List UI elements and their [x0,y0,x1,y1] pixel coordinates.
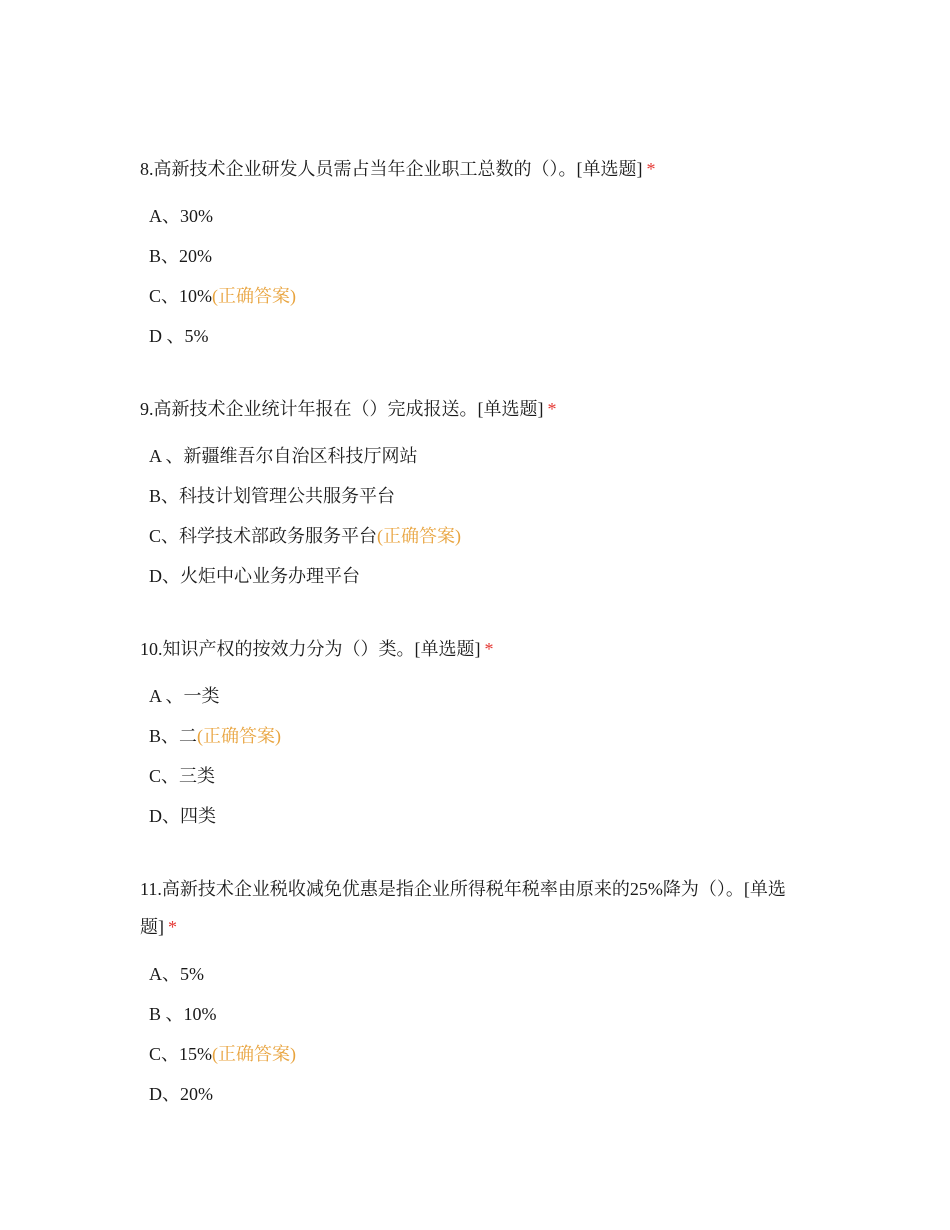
option-text: D、20% [149,1084,213,1104]
question-title [140,630,815,668]
question-title [140,870,815,946]
option-c [140,756,815,796]
option-b [140,476,815,516]
question-title-text: 10.知识产权的按效力分为（）类。[单选题] [140,639,481,659]
option-c [140,516,815,556]
option-c [140,1034,815,1074]
question-11 [140,870,815,1114]
option-text: A 、新疆维吾尔自治区科技厅网站 [149,446,418,466]
question-title-text: 8.高新技术企业研发人员需占当年企业职工总数的（）。[单选题] [140,159,643,179]
option-a [140,196,815,236]
option-text: B、20% [149,246,212,266]
option-text: C、10% [149,286,212,306]
question-title [140,150,815,188]
question-9 [140,390,815,596]
correct-answer-label: (正确答案) [377,526,462,546]
option-text: B、科技计划管理公共服务平台 [149,486,396,506]
option-b [140,994,815,1034]
option-d [140,556,815,596]
option-text: C、科学技术部政务服务平台 [149,526,378,546]
question-10 [140,630,815,836]
option-text: C、三类 [149,766,216,786]
question-8 [140,150,815,356]
option-text: B 、10% [149,1004,217,1024]
option-text: B、二 [149,726,198,746]
required-mark: * [547,399,557,419]
option-text: D 、5% [149,326,209,346]
option-a [140,954,815,994]
option-text: A 、一类 [149,686,220,706]
option-c [140,276,815,316]
option-text: A、30% [149,206,213,226]
option-text: D、火炬中心业务办理平台 [149,566,360,586]
option-text: C、15% [149,1044,212,1064]
option-text: A、5% [149,964,204,984]
question-title-text: 9.高新技术企业统计年报在（）完成报送。[单选题] [140,399,544,419]
question-title [140,390,815,428]
correct-answer-label: (正确答案) [212,286,296,306]
question-title-text: 11.高新技术企业税收减免优惠是指企业所得税年税率由原来的25%降为（）。[单选题] [140,879,786,937]
required-mark: * [168,917,177,937]
option-a [140,676,815,716]
option-d [140,1074,815,1114]
option-b [140,236,815,276]
option-a [140,436,815,476]
option-d [140,316,815,356]
option-d [140,796,815,836]
correct-answer-label: (正确答案) [212,1044,296,1064]
required-mark: * [484,639,494,659]
option-text: D、四类 [149,806,216,826]
required-mark: * [646,159,656,179]
option-b [140,716,815,756]
survey-page [140,150,815,1148]
correct-answer-label: (正确答案) [197,726,282,746]
